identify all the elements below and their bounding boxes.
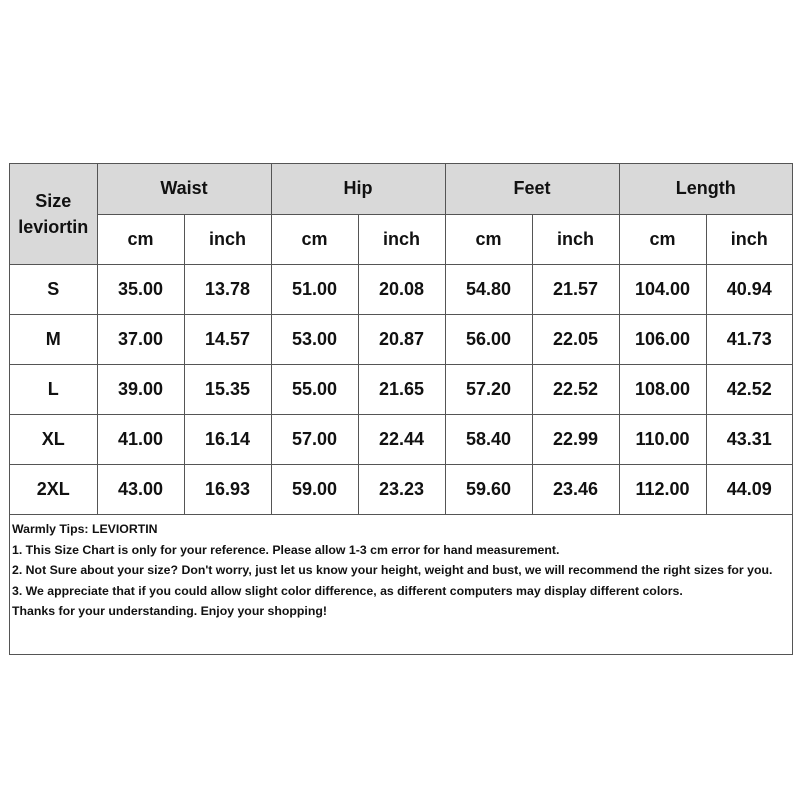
size-label: M bbox=[10, 314, 97, 364]
unit-header: inch bbox=[184, 214, 271, 264]
table-cell: 57.20 bbox=[445, 364, 532, 414]
unit-header: inch bbox=[358, 214, 445, 264]
table-cell: 57.00 bbox=[271, 414, 358, 464]
size-chart bbox=[9, 163, 793, 655]
table-row bbox=[10, 264, 792, 314]
table-cell: 16.93 bbox=[184, 464, 271, 514]
table-cell: 55.00 bbox=[271, 364, 358, 414]
table-cell: 106.00 bbox=[619, 314, 706, 364]
table-cell: 21.57 bbox=[532, 264, 619, 314]
table-row bbox=[10, 464, 792, 514]
table-cell: 112.00 bbox=[619, 464, 706, 514]
table-cell: 22.99 bbox=[532, 414, 619, 464]
unit-header: cm bbox=[271, 214, 358, 264]
table-cell: 59.60 bbox=[445, 464, 532, 514]
table-cell: 40.94 bbox=[706, 264, 792, 314]
size-header-line2: leviortin bbox=[18, 216, 89, 237]
table-cell: 15.35 bbox=[184, 364, 271, 414]
table-cell: 41.73 bbox=[706, 314, 792, 364]
unit-header: cm bbox=[97, 214, 184, 264]
group-header-feet: Feet bbox=[445, 164, 619, 214]
table-cell: 35.00 bbox=[97, 264, 184, 314]
unit-header: inch bbox=[706, 214, 792, 264]
table-cell: 23.46 bbox=[532, 464, 619, 514]
tips-line: 2. Not Sure about your size? Don't worry, just let us know your height, weight and bust, we will recommend the right sizes for you. bbox=[12, 563, 773, 577]
group-header-length: Length bbox=[619, 164, 792, 214]
table-cell: 108.00 bbox=[619, 364, 706, 414]
table-cell: 43.31 bbox=[706, 414, 792, 464]
group-header-row bbox=[10, 164, 792, 214]
table-cell: 44.09 bbox=[706, 464, 792, 514]
tips-title: Warmly Tips: LEVIORTIN bbox=[12, 522, 158, 536]
table-cell: 14.57 bbox=[184, 314, 271, 364]
table-cell: 16.14 bbox=[184, 414, 271, 464]
table-cell: 41.00 bbox=[97, 414, 184, 464]
table-cell: 110.00 bbox=[619, 414, 706, 464]
size-label: S bbox=[10, 264, 97, 314]
group-header-waist: Waist bbox=[97, 164, 271, 214]
table-cell: 42.52 bbox=[706, 364, 792, 414]
table-cell: 51.00 bbox=[271, 264, 358, 314]
table-cell: 23.23 bbox=[358, 464, 445, 514]
table-cell: 53.00 bbox=[271, 314, 358, 364]
size-table bbox=[10, 164, 792, 515]
table-cell: 54.80 bbox=[445, 264, 532, 314]
tips-section bbox=[10, 515, 792, 622]
size-label: L bbox=[10, 364, 97, 414]
size-label: XL bbox=[10, 414, 97, 464]
size-column-header bbox=[10, 164, 97, 264]
table-cell: 22.52 bbox=[532, 364, 619, 414]
tips-line: 1. This Size Chart is only for your reference. Please allow 1-3 cm error for hand measurement. bbox=[12, 542, 560, 557]
table-cell: 59.00 bbox=[271, 464, 358, 514]
table-cell: 13.78 bbox=[184, 264, 271, 314]
table-cell: 104.00 bbox=[619, 264, 706, 314]
table-cell: 21.65 bbox=[358, 364, 445, 414]
size-header-line1: Size bbox=[35, 190, 72, 211]
table-cell: 37.00 bbox=[97, 314, 184, 364]
table-row bbox=[10, 314, 792, 364]
table-row bbox=[10, 414, 792, 464]
table-cell: 20.08 bbox=[358, 264, 445, 314]
table-row bbox=[10, 364, 792, 414]
unit-header: inch bbox=[532, 214, 619, 264]
size-label: 2XL bbox=[10, 464, 97, 514]
table-cell: 58.40 bbox=[445, 414, 532, 464]
table-cell: 22.05 bbox=[532, 314, 619, 364]
unit-header-row bbox=[10, 214, 792, 264]
unit-header: cm bbox=[445, 214, 532, 264]
table-cell: 22.44 bbox=[358, 414, 445, 464]
table-cell: 56.00 bbox=[445, 314, 532, 364]
table-cell: 20.87 bbox=[358, 314, 445, 364]
group-header-hip: Hip bbox=[271, 164, 445, 214]
tips-closing: Thanks for your understanding. Enjoy your shopping! bbox=[12, 604, 327, 618]
unit-header: cm bbox=[619, 214, 706, 264]
tips-line: 3. We appreciate that if you could allow slight color difference, as different computers may display different colors. bbox=[12, 583, 683, 598]
table-cell: 43.00 bbox=[97, 464, 184, 514]
table-cell: 39.00 bbox=[97, 364, 184, 414]
